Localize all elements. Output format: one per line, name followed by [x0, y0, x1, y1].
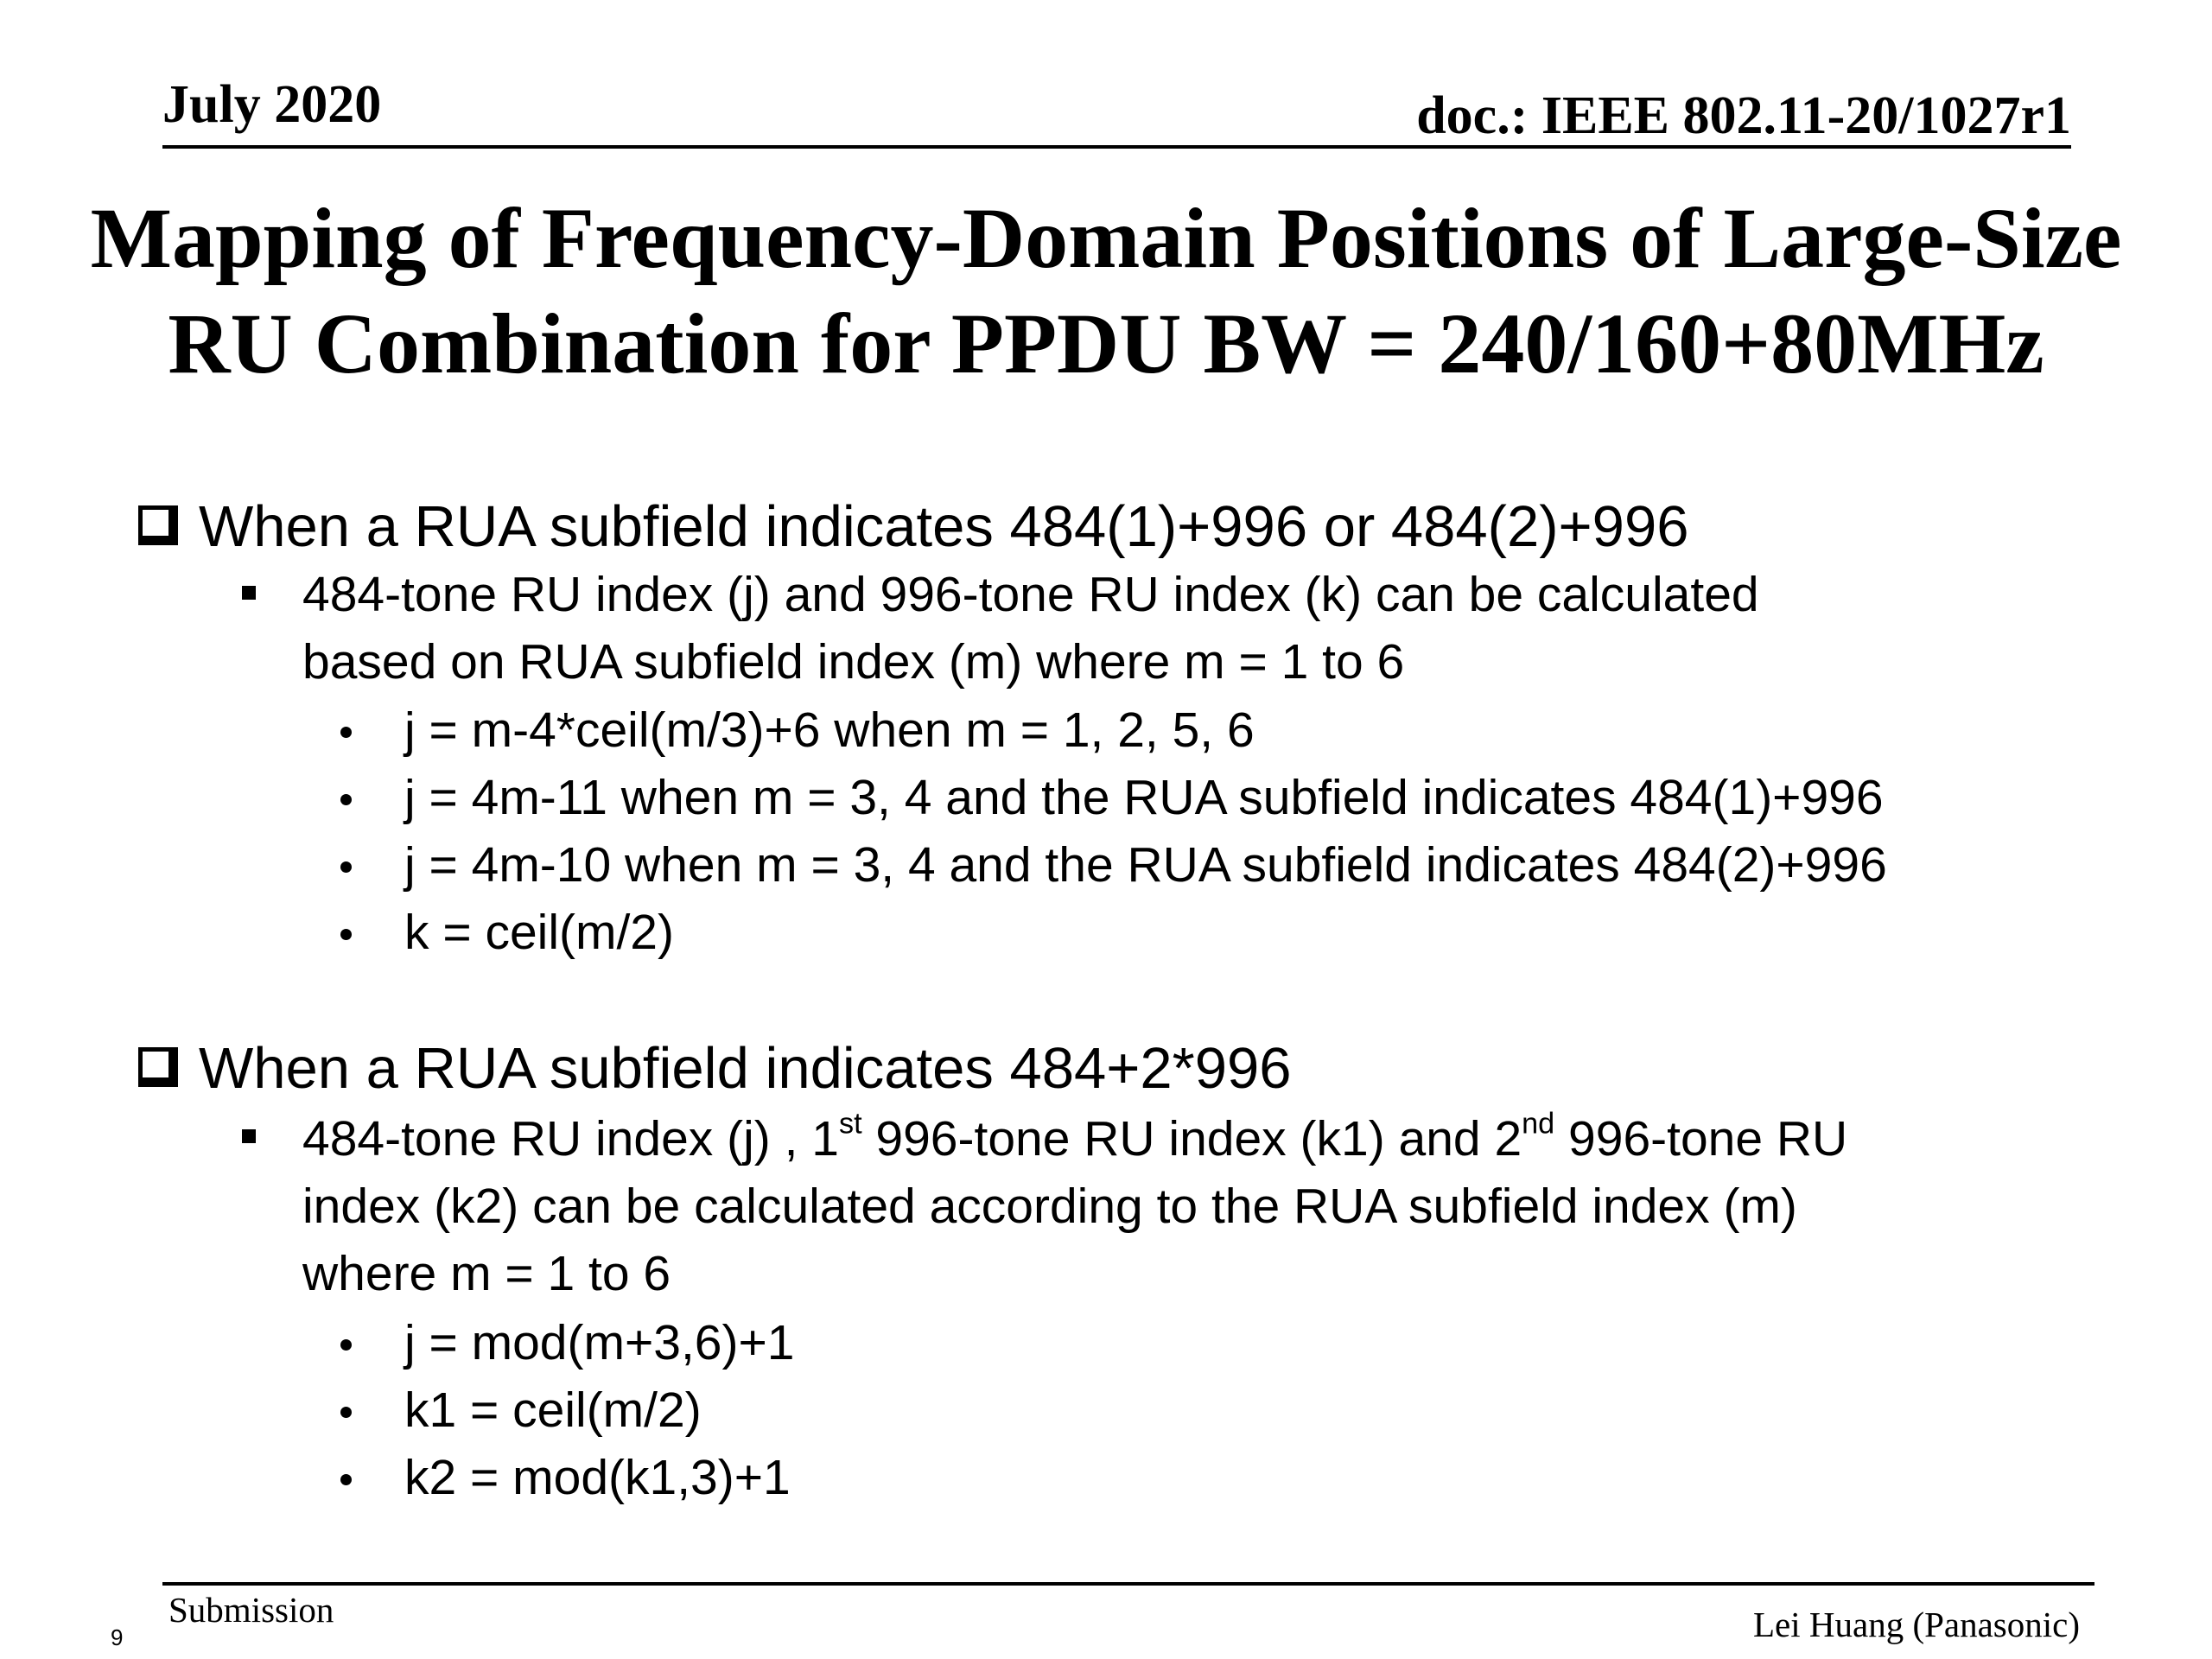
section-1-sub-line-1: 484-tone RU index (j) and 996-tone RU index (k) can be calculated: [302, 567, 1759, 622]
section-1-item-3: j = 4m-10 when m = 3, 4 and the RUA subfield indicates 484(2)+996: [404, 837, 1887, 893]
section-2-sub-line-3: where m = 1 to 6: [302, 1246, 671, 1301]
section-2-item-3: k2 = mod(k1,3)+1: [404, 1450, 791, 1505]
page-number: 9: [111, 1624, 124, 1650]
section-1-sub-line-2: based on RUA subfield index (m) where m = 1 to 6: [302, 634, 1405, 690]
round-bullet-icon: [340, 727, 352, 738]
round-bullet-icon: [340, 1339, 352, 1351]
header-date: July 2020: [162, 75, 382, 134]
header-rule: [162, 145, 2071, 149]
section-2-sub-line-1: [302, 1107, 1848, 1166]
section-1-item-1: j = m-4*ceil(m/3)+6 when m = 1, 2, 5, 6: [404, 702, 1255, 758]
section-2-sub-line-2: index (k2) can be calculated according to the RUA subfield index (m): [302, 1179, 1797, 1234]
footer-rule: [162, 1582, 2094, 1586]
section-1-heading: When a RUA subfield indicates 484(1)+996 or 484(2)+996: [199, 494, 1689, 559]
section-1-item-2: j = 4m-11 when m = 3, 4 and the RUA subfield indicates 484(1)+996: [404, 770, 1884, 825]
section-2-heading: When a RUA subfield indicates 484+2*996: [199, 1036, 1292, 1101]
title-line-2: RU Combination for PPDU BW = 240/160+80MHz: [168, 296, 2044, 391]
square-bullet-icon: [138, 1047, 173, 1082]
round-bullet-icon: [340, 929, 352, 940]
section-2-item-2: k1 = ceil(m/2): [404, 1382, 702, 1438]
section-2-sub-text-a: 484-tone RU index (j) , 1: [302, 1111, 839, 1166]
header-doc-id: doc.: IEEE 802.11-20/1027r1: [1416, 86, 2071, 145]
round-bullet-icon: [340, 794, 352, 805]
section-2-sub-text-c: 996-tone RU: [1554, 1111, 1848, 1166]
round-bullet-icon: [340, 1407, 352, 1418]
footer-submission: Submission: [168, 1590, 334, 1630]
footer-author: Lei Huang (Panasonic): [1753, 1605, 2080, 1644]
square-small-bullet-icon: [242, 586, 256, 600]
section-2-sub-text-b: 996-tone RU index (k1) and 2: [861, 1111, 1522, 1166]
superscript-nd: nd: [1522, 1107, 1555, 1141]
section-1-item-4: k = ceil(m/2): [404, 905, 674, 960]
superscript-st: st: [838, 1107, 862, 1141]
slide-title: [52, 186, 2160, 397]
square-small-bullet-icon: [242, 1129, 256, 1143]
section-2-item-1: j = mod(m+3,6)+1: [404, 1315, 795, 1370]
title-line-1: Mapping of Frequency-Domain Positions of Large-Size: [90, 190, 2122, 286]
round-bullet-icon: [340, 1474, 352, 1485]
round-bullet-icon: [340, 861, 352, 873]
square-bullet-icon: [138, 505, 173, 540]
